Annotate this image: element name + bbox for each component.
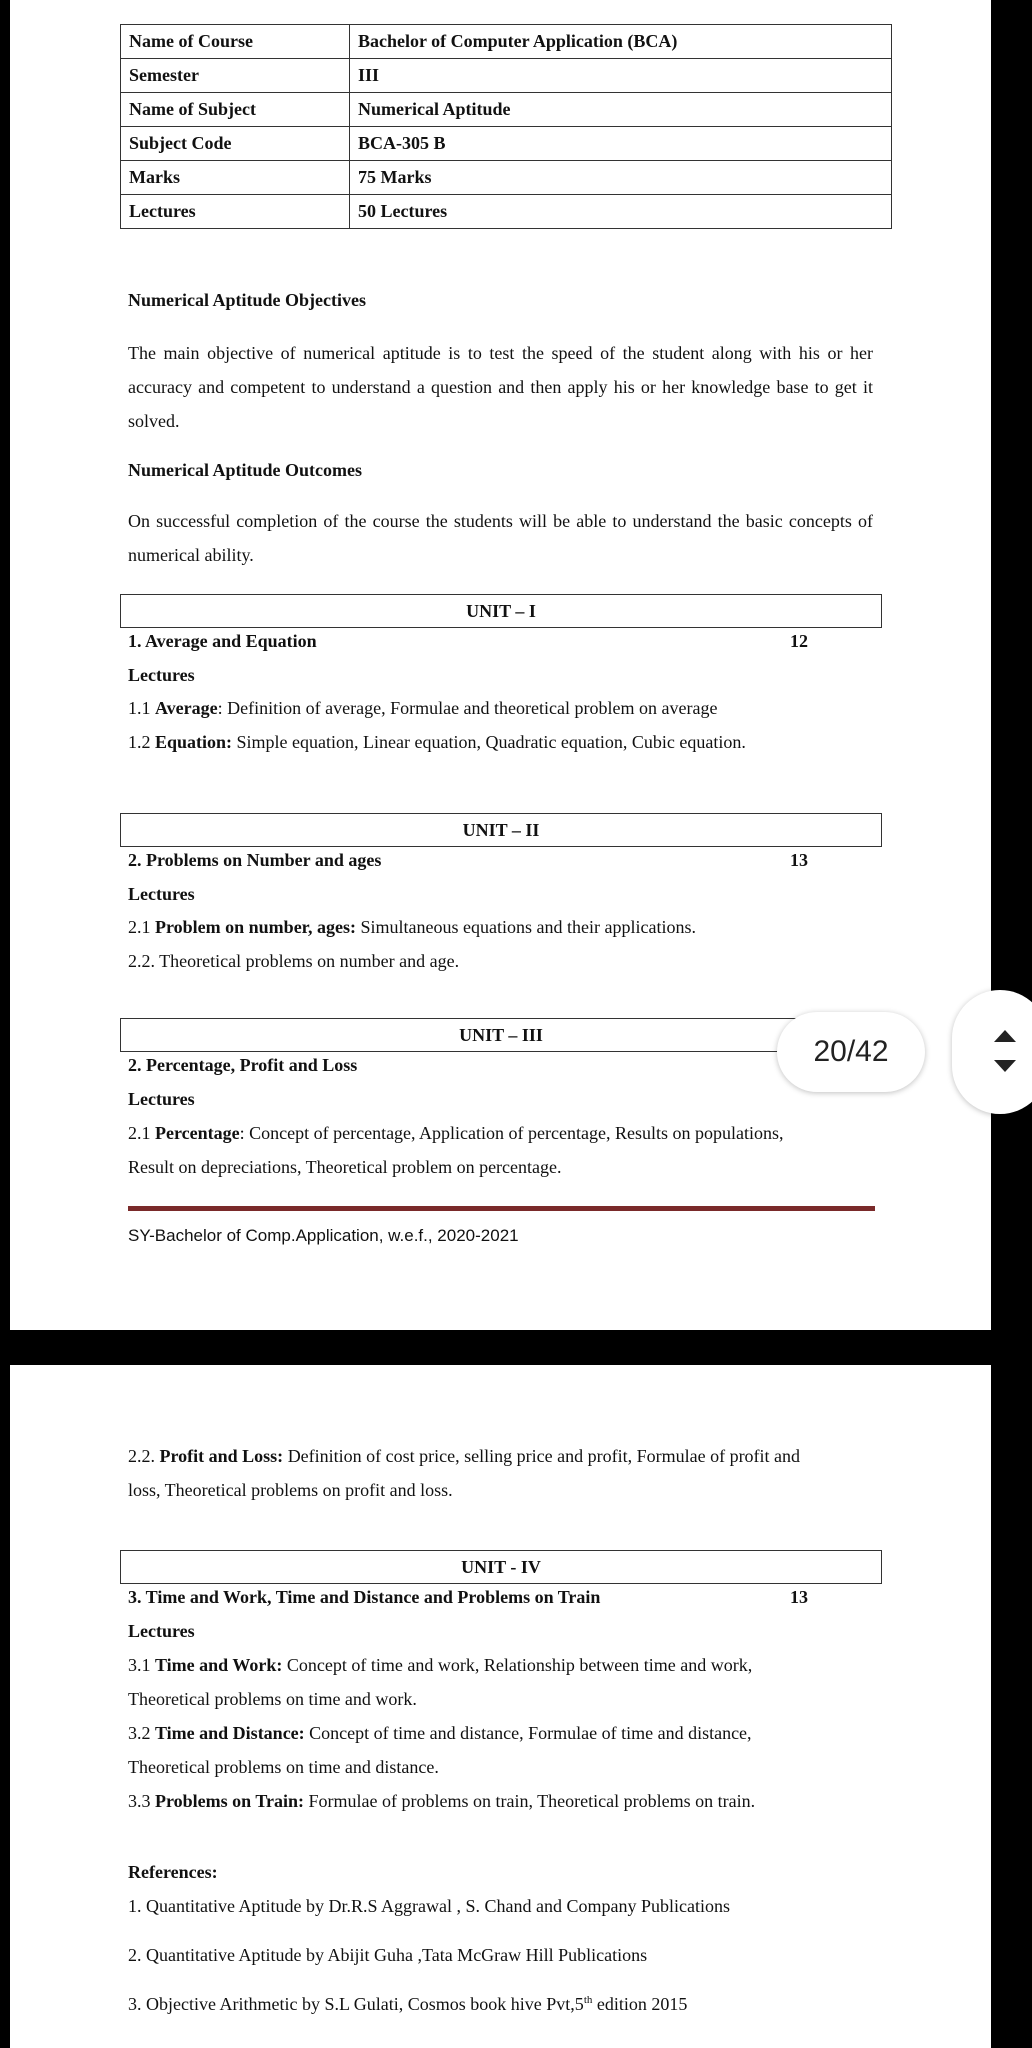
chevron-up-icon [994,1030,1016,1042]
unit-1-topic-title: 1. Average and Equation [128,631,317,651]
chevron-down-icon [994,1060,1016,1072]
course-info-key: Marks [121,161,350,195]
course-info-key: Name of Course [121,25,350,59]
page-counter: 20/42 [777,1012,925,1092]
course-info-row [121,161,892,195]
unit-1-topic [128,631,808,652]
unit-2-item-2: 2.2. Theoretical problems on number and age. [128,951,460,971]
unit-3-header: UNIT – III [120,1018,882,1052]
unit-2-hours: 13 [790,850,808,870]
unit-4-item-2-cont: Theoretical problems on time and distance. [128,1757,439,1777]
unit-3-item-1-cont: Result on depreciations, Theoretical problem on percentage. [128,1157,562,1177]
unit-4-item-2: 3.2 Time and Distance: Concept of time and distance, Formulae of time and distance, [128,1723,752,1743]
page-footer: SY-Bachelor of Comp.Application, w.e.f., 2020-2021 [128,1226,519,1245]
unit-1-lectures: Lectures [128,665,195,685]
unit-4-topic-title: 3. Time and Work, Time and Distance and Problems on Train [128,1587,601,1607]
pdf-page-20 [10,0,991,1330]
unit-3-topic-title: 2. Percentage, Profit and Loss [128,1055,358,1075]
course-info-key: Name of Subject [121,93,350,127]
unit-1-hours: 12 [790,631,808,651]
unit-3-item-2-cont: loss, Theoretical problems on profit and loss. [128,1480,453,1500]
course-info-value: 50 Lectures [350,195,892,229]
unit-4-hours: 13 [790,1587,808,1607]
unit-4-lectures: Lectures [128,1621,195,1641]
course-info-key: Semester [121,59,350,93]
unit-1-item-2: 1.2 Equation: Simple equation, Linear equation, Quadratic equation, Cubic equation. [128,732,746,752]
course-info-value: Bachelor of Computer Application (BCA) [350,25,892,59]
unit-2-header: UNIT – II [120,813,882,847]
unit-4-topic [128,1587,808,1608]
unit-3-topic [128,1055,808,1076]
unit-1-header: UNIT – I [120,594,882,628]
unit-2-lectures: Lectures [128,884,195,904]
references-heading: References: [128,1862,218,1882]
unit-4-header: UNIT - IV [120,1550,882,1584]
unit-2-topic [128,850,808,871]
outcomes-text: On successful completion of the course the students will be able to understand the basic concepts of numerical ability. [128,511,873,565]
unit-2-item-1: 2.1 Problem on number, ages: Simultaneous equations and their applications. [128,917,696,937]
course-info-row [121,127,892,161]
footer-divider [128,1206,875,1211]
course-info-value: 75 Marks [350,161,892,195]
unit-3-item-1: 2.1 Percentage: Concept of percentage, Application of percentage, Results on populations, [128,1123,784,1143]
reference-1: 1. Quantitative Aptitude by Dr.R.S Aggrawal , S. Chand and Company Publications [128,1896,730,1916]
outcomes-heading: Numerical Aptitude Outcomes [128,460,362,480]
pdf-page-21 [10,1365,991,2048]
objectives-text: The main objective of numerical aptitude is to test the speed of the student along with his or her accuracy and competent to understand a question and then apply his or her knowledge base to get it solved. [128,343,873,431]
reference-3: 3. Objective Arithmetic by S.L Gulati, Cosmos book hive Pvt,5th edition 2015 [128,1994,688,2014]
course-info-row [121,25,892,59]
course-info-row [121,93,892,127]
unit-1-item-1: 1.1 Average: Definition of average, Formulae and theoretical problem on average [128,698,718,718]
unit-3-item-2: 2.2. Profit and Loss: Definition of cost price, selling price and profit, Formulae of profit and [128,1446,801,1466]
unit-3-lectures: Lectures [128,1089,195,1109]
course-info-key: Subject Code [121,127,350,161]
course-info-table [120,24,892,229]
course-info-row [121,59,892,93]
fast-scroll-handle[interactable] [952,990,1032,1114]
course-info-value: BCA-305 B [350,127,892,161]
reference-2: 2. Quantitative Aptitude by Abijit Guha ,Tata McGraw Hill Publications [128,1945,648,1965]
objectives-heading: Numerical Aptitude Objectives [128,290,366,310]
unit-4-item-1: 3.1 Time and Work: Concept of time and work, Relationship between time and work, [128,1655,753,1675]
unit-2-topic-title: 2. Problems on Number and ages [128,850,382,870]
unit-4-item-1-cont: Theoretical problems on time and work. [128,1689,417,1709]
course-info-value: III [350,59,892,93]
course-info-key: Lectures [121,195,350,229]
course-info-row [121,195,892,229]
unit-4-item-3: 3.3 Problems on Train: Formulae of problems on train, Theoretical problems on train. [128,1791,756,1811]
course-info-value: Numerical Aptitude [350,93,892,127]
